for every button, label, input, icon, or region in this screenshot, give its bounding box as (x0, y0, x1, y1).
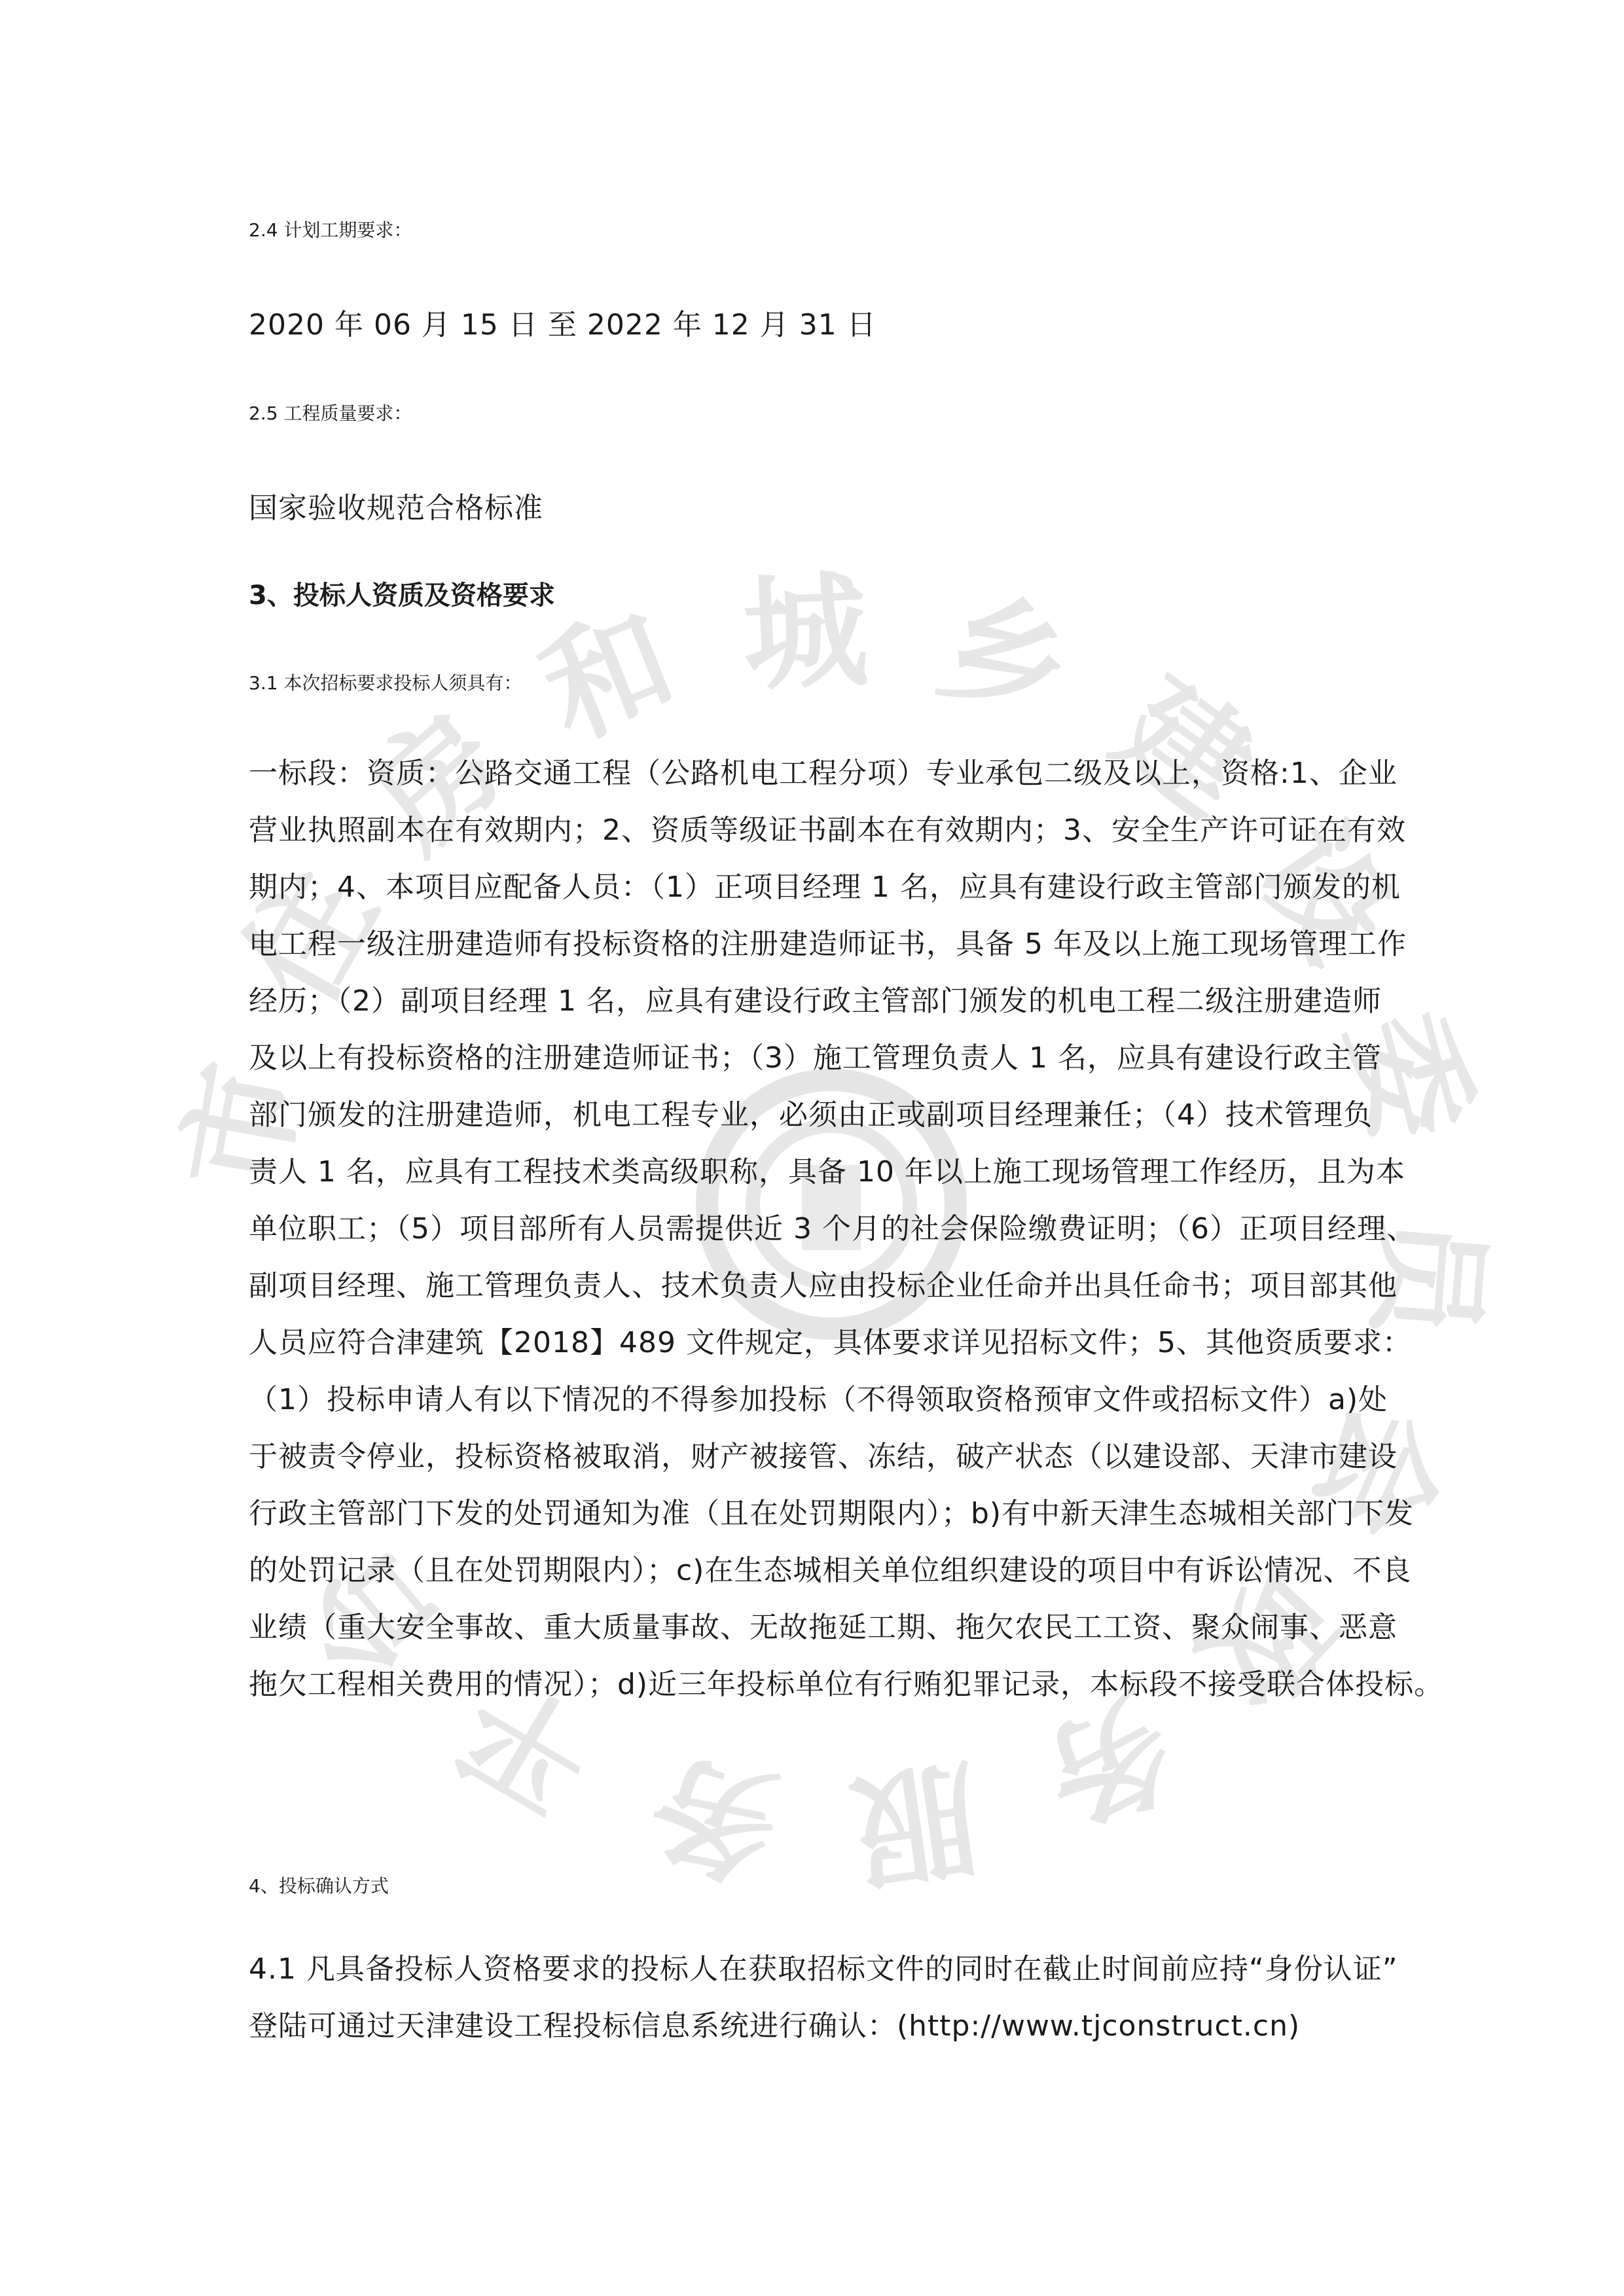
watermark-char: 平 (436, 1651, 617, 1839)
paragraph-line: 责人 1 名，应具有工程技术类高级职称，具备 10 年以上施工现场管理工作经历，且为本 (249, 1155, 1405, 1189)
paragraph-line: 电工程一级注册建造师有投标资格的注册建造师证书，具备 5 年及以上施工现场管理工作 (249, 927, 1407, 961)
watermark-char: 务 (639, 1733, 790, 1900)
paragraph-line: 及以上有投标资格的注册建造师证书；（3）施工管理负责人 1 名，应具有建设行政主管 (249, 1041, 1382, 1075)
watermark-char: 会 (1287, 1385, 1470, 1558)
watermark-char: 设 (1229, 800, 1420, 986)
watermark-char: 和 (524, 585, 694, 766)
watermark-char: 务 (1019, 1668, 1197, 1854)
watermark-char: 台 (278, 1520, 469, 1709)
paragraph-line: 一标段：资质：公路交通工程（公路机电工程分项）专业承包二级及以上，资格:1、企业 (249, 757, 1398, 790)
section-2-5-label: 2.5 工程质量要求： (249, 403, 412, 424)
paragraph-line: 期内；4、本项目应配备人员：（1）正项目经理 1 名，应具有建设行政主管部门颁发的机 (249, 870, 1401, 904)
watermark-char: 城 (740, 558, 871, 709)
watermark-char: 政 (1172, 1544, 1363, 1734)
watermark-char: 服 (844, 1742, 988, 1903)
paragraph-line: 拖欠工程相关费用的情况）；d)近三年投标单位有行贿犯罪记录，本标段不接受联合体投标。 (249, 1668, 1444, 1701)
watermark-char: 房 (342, 685, 532, 877)
section-3-1-paragraph (249, 745, 1444, 1713)
paragraph-line: 副项目经理、施工管理负责人、技术负责人应由投标企业任命并出具任命书；项目部其他 (249, 1269, 1398, 1302)
paragraph-line: 经历；（2）副项目经理 1 名，应具有建设行政主管部门颁发的机电工程二级注册建造师 (249, 984, 1382, 1018)
section-3-1-label: 3.1 本次招标要求投标人须具有： (249, 672, 522, 694)
section-2-4-label: 2.4 计划工期要求： (249, 219, 412, 241)
paragraph-line: 业绩（重大安全事故、重大质量事故、无故拖延工期、拖欠农民工工资、聚众闹事、恶意 (249, 1611, 1398, 1644)
section-3-heading: 3、投标人资质及资格要求 (249, 581, 555, 611)
paragraph-line: 登陆可通过天津建设工程投标信息系统进行确认：(http://www.tjconstruct.cn) (249, 2009, 1301, 2043)
section-2-5-value: 国家验收规范合格标准 (249, 492, 543, 525)
watermark-char: 员 (1350, 1208, 1505, 1344)
paragraph-line: 4.1 凡具备投标人资格要求的投标人在获取招标文件的同时在截止时间前应持“身份认证” (249, 1952, 1398, 1986)
paragraph-line: 营业执照副本在有效期内；2、资质等级证书副本在有效期内；3、安全生产许可证在有效 (249, 814, 1406, 847)
watermark-char: 市 (160, 1052, 325, 1201)
section-2-4-value: 2020 年 06 月 15 日 至 2022 年 12 月 31 日 (249, 308, 876, 342)
paragraph-line: 于被责令停业，投标资格被取消，财产被接管、冻结，破产状态（以建设部、天津市建设 (249, 1440, 1398, 1473)
paragraph-line: 人员应符合津建筑【2018】489 文件规定，具体要求详见招标文件；5、其他资质要求： (249, 1326, 1412, 1359)
section-4-heading: 4、投标确认方式 (249, 1875, 389, 1897)
paragraph-line: 行政主管部门下发的处罚通知为准（且在处罚期限内）；b)有中新天津生态城相关部门下发 (249, 1497, 1415, 1530)
watermark-char: 住 (217, 847, 405, 1028)
watermark-char: 乡 (924, 571, 1086, 746)
watermark-char: 委 (1322, 997, 1495, 1155)
watermark-char: 建 (1092, 653, 1278, 844)
paragraph-line: 部门颁发的注册建造师，机电工程专业，必须由正或副项目经理兼任；（4）技术管理负 (249, 1098, 1373, 1132)
paragraph-line: 的处罚记录（且在处罚期限内）；c)在生态城相关单位组织建设的项目中有诉讼情况、不良 (249, 1554, 1412, 1587)
paragraph-line: 单位职工；（5）项目部所有人员需提供近 3 个月的社会保险缴费证明；（6）正项目经理、 (249, 1212, 1416, 1246)
section-4-1-paragraph (249, 1941, 1398, 2054)
paragraph-line: （1）投标申请人有以下情况的不得参加投标（不得领取资格预审文件或招标文件）a)处 (249, 1383, 1388, 1416)
